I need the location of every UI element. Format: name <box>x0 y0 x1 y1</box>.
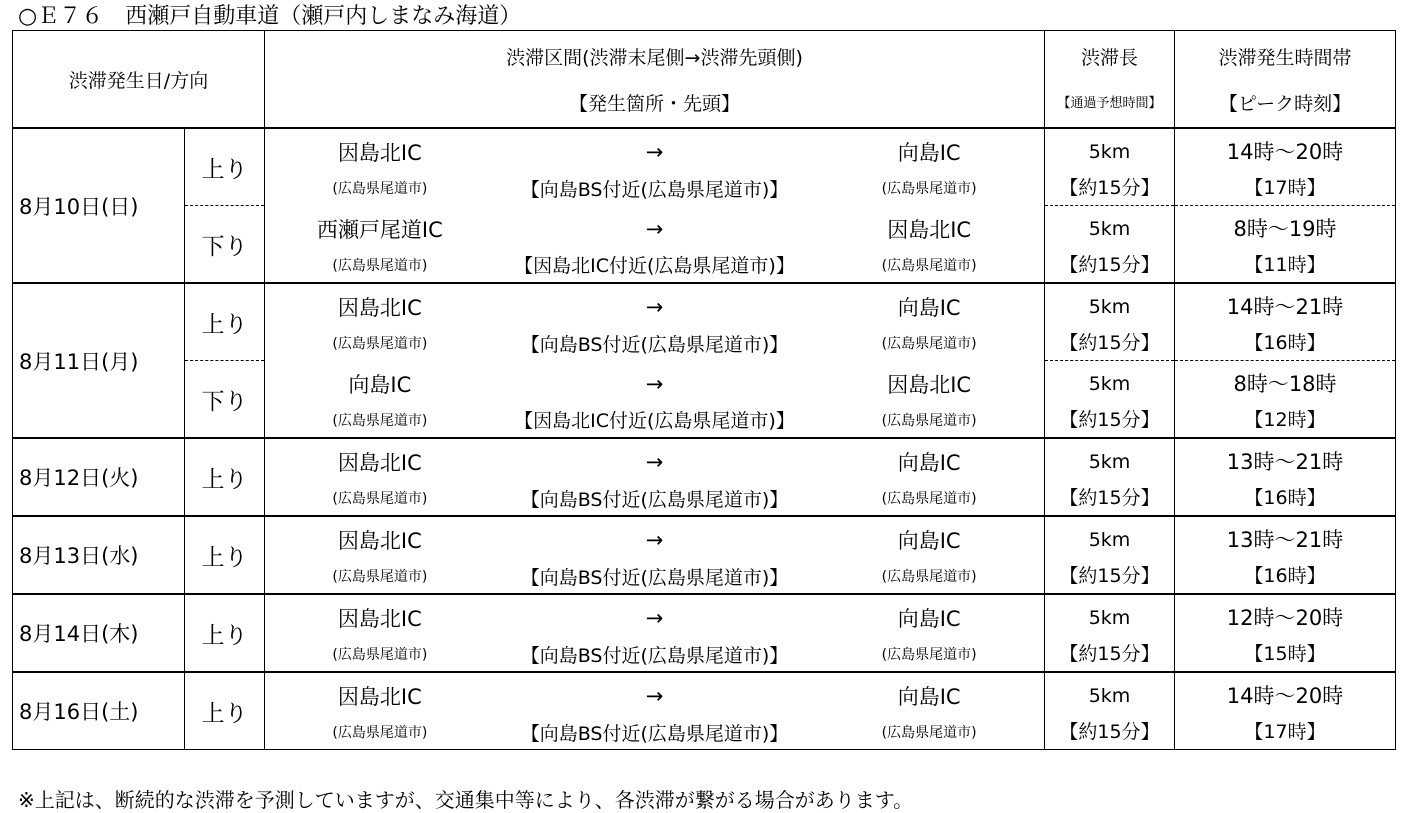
end-city: (広島県尾道市) <box>881 257 977 274</box>
header-date-direction-label: 渋滞発生日/方向 <box>68 69 209 92</box>
pass-time: 【約15分】 <box>1059 565 1160 587</box>
end-ic: 因島北IC <box>887 217 972 242</box>
start-city: (広島県尾道市) <box>332 647 428 663</box>
table-row <box>13 206 1396 284</box>
arrow-icon: → <box>645 450 664 474</box>
time-cell <box>1175 283 1396 361</box>
direction-cell: 上り <box>185 672 265 750</box>
start-ic: 因島北IC <box>337 451 422 475</box>
page-title: ○Ｅ７６ 西瀬戸自動車道（瀬戸内しまなみ海道） <box>18 4 522 29</box>
time-period: 13時～21時 <box>1226 528 1344 552</box>
time-period: 13時～21時 <box>1226 450 1344 474</box>
start-city: (広島県尾道市) <box>332 725 428 741</box>
end-city: (広島県尾道市) <box>881 336 977 353</box>
end-city: (広島県尾道市) <box>881 569 977 585</box>
table-row <box>13 283 1396 361</box>
header-length <box>1045 31 1175 129</box>
section-cell <box>265 516 1045 594</box>
date-cell: 8月11日(月) <box>13 283 185 438</box>
occurrence-point: 【向島BS付近(広島県尾道市)】 <box>520 488 789 511</box>
direction-cell: 下り <box>185 206 265 284</box>
time-cell <box>1175 128 1396 206</box>
time-period: 8時～18時 <box>1233 372 1337 396</box>
start-ic: 因島北IC <box>337 607 422 631</box>
header-length-label: 渋滞長 <box>1080 47 1138 69</box>
end-ic: 向島IC <box>897 451 961 475</box>
time-cell <box>1175 438 1396 516</box>
peak-time: 【12時】 <box>1244 409 1326 431</box>
header-row <box>13 31 1396 129</box>
start-city: (広島県尾道市) <box>332 412 428 429</box>
peak-time: 【17時】 <box>1244 721 1326 743</box>
direction-cell: 上り <box>185 283 265 361</box>
section-cell <box>265 128 1045 206</box>
length-cell <box>1045 361 1175 439</box>
section-cell <box>265 672 1045 750</box>
pass-time: 【約15分】 <box>1059 409 1160 431</box>
arrow-icon: → <box>645 606 664 630</box>
end-ic: 向島IC <box>897 141 961 166</box>
occurrence-point: 【因島北IC付近(広島県尾道市)】 <box>514 410 795 433</box>
pass-time: 【約15分】 <box>1059 643 1160 665</box>
peak-time: 【16時】 <box>1244 332 1326 354</box>
time-cell <box>1175 594 1396 672</box>
peak-time: 【15時】 <box>1244 643 1326 665</box>
time-period: 12時～20時 <box>1226 606 1344 630</box>
arrow-icon: → <box>645 371 664 396</box>
table-row <box>13 594 1396 672</box>
direction-cell: 上り <box>185 438 265 516</box>
table-row <box>13 516 1396 594</box>
table-body <box>13 128 1396 750</box>
header-section <box>265 31 1045 129</box>
header-time <box>1175 31 1396 129</box>
direction-cell: 下り <box>185 361 265 439</box>
length-cell <box>1045 283 1175 361</box>
date-cell: 8月10日(日) <box>13 128 185 283</box>
length-cell <box>1045 206 1175 284</box>
peak-time: 【16時】 <box>1244 565 1326 587</box>
table-row <box>13 128 1396 206</box>
occurrence-point: 【向島BS付近(広島県尾道市)】 <box>520 644 789 667</box>
end-city: (広島県尾道市) <box>881 491 977 507</box>
time-cell <box>1175 516 1396 594</box>
start-ic: 西瀬戸尾道IC <box>316 217 443 242</box>
length-value: 5km <box>1088 607 1131 629</box>
direction-cell: 上り <box>185 128 265 206</box>
start-city: (広島県尾道市) <box>332 181 428 198</box>
time-period: 14時～20時 <box>1226 140 1344 164</box>
footnote: ※上記は、断続的な渋滞を予測していますが、交通集中等により、各渋滞が繋がる場合があります。 <box>18 788 914 812</box>
congestion-table <box>12 30 1396 750</box>
direction-cell: 上り <box>185 516 265 594</box>
pass-time: 【約15分】 <box>1059 332 1160 354</box>
start-city: (広島県尾道市) <box>332 569 428 585</box>
arrow-icon: → <box>645 216 664 241</box>
arrow-icon: → <box>645 684 664 708</box>
header-time-sub-label: 【ピーク時刻】 <box>1218 93 1352 115</box>
length-value: 5km <box>1088 218 1131 240</box>
length-cell <box>1045 672 1175 750</box>
length-value: 5km <box>1088 373 1131 395</box>
header-section-label: 渋滞区間(渋滞末尾側→渋滞先頭側) <box>506 47 803 69</box>
start-city: (広島県尾道市) <box>332 491 428 507</box>
time-period: 14時～21時 <box>1226 295 1344 319</box>
length-value: 5km <box>1088 685 1131 707</box>
table-row <box>13 438 1396 516</box>
date-cell: 8月16日(土) <box>13 672 185 750</box>
section-cell <box>265 438 1045 516</box>
header-date-direction <box>13 31 265 129</box>
date-cell: 8月13日(水) <box>13 516 185 594</box>
header-length-sub-label: 【通過予想時間】 <box>1057 96 1162 111</box>
pass-time: 【約15分】 <box>1059 721 1160 743</box>
table-row <box>13 361 1396 439</box>
occurrence-point: 【向島BS付近(広島県尾道市)】 <box>520 333 789 356</box>
header-section-sub-label: 【発生箇所・先頭】 <box>568 93 740 115</box>
time-cell <box>1175 206 1396 284</box>
peak-time: 【17時】 <box>1244 177 1326 199</box>
occurrence-point: 【因島北IC付近(広島県尾道市)】 <box>514 255 795 278</box>
length-cell <box>1045 128 1175 206</box>
start-ic: 因島北IC <box>337 685 422 709</box>
arrow-icon: → <box>645 528 664 552</box>
date-cell: 8月14日(木) <box>13 594 185 672</box>
end-ic: 向島IC <box>897 529 961 553</box>
length-cell <box>1045 516 1175 594</box>
length-value: 5km <box>1088 141 1131 163</box>
time-cell <box>1175 361 1396 439</box>
time-period: 14時～20時 <box>1226 684 1344 708</box>
section-cell <box>265 361 1045 439</box>
section-cell <box>265 283 1045 361</box>
start-ic: 因島北IC <box>337 141 422 166</box>
end-city: (広島県尾道市) <box>881 181 977 198</box>
direction-cell: 上り <box>185 594 265 672</box>
table-row <box>13 672 1396 750</box>
peak-time: 【16時】 <box>1244 487 1326 509</box>
start-city: (広島県尾道市) <box>332 336 428 353</box>
time-period: 8時～19時 <box>1233 217 1337 241</box>
start-city: (広島県尾道市) <box>332 257 428 274</box>
length-value: 5km <box>1088 529 1131 551</box>
end-ic: 因島北IC <box>887 372 972 397</box>
length-cell <box>1045 594 1175 672</box>
end-city: (広島県尾道市) <box>881 725 977 741</box>
time-cell <box>1175 672 1396 750</box>
arrow-icon: → <box>645 140 664 165</box>
end-ic: 向島IC <box>897 296 961 321</box>
occurrence-point: 【向島BS付近(広島県尾道市)】 <box>520 722 789 745</box>
section-cell <box>265 594 1045 672</box>
length-value: 5km <box>1088 451 1131 473</box>
peak-time: 【11時】 <box>1244 254 1326 276</box>
end-ic: 向島IC <box>897 685 961 709</box>
end-city: (広島県尾道市) <box>881 647 977 663</box>
length-value: 5km <box>1088 296 1131 318</box>
occurrence-point: 【向島BS付近(広島県尾道市)】 <box>520 566 789 589</box>
length-cell <box>1045 438 1175 516</box>
occurrence-point: 【向島BS付近(広島県尾道市)】 <box>520 178 789 201</box>
end-ic: 向島IC <box>897 607 961 631</box>
start-ic: 因島北IC <box>337 529 422 553</box>
end-city: (広島県尾道市) <box>881 412 977 429</box>
pass-time: 【約15分】 <box>1059 487 1160 509</box>
header-time-label: 渋滞発生時間帯 <box>1218 47 1352 69</box>
section-cell <box>265 206 1045 284</box>
date-cell: 8月12日(火) <box>13 438 185 516</box>
pass-time: 【約15分】 <box>1059 254 1160 276</box>
start-ic: 向島IC <box>348 372 412 397</box>
arrow-icon: → <box>645 295 664 320</box>
pass-time: 【約15分】 <box>1059 177 1160 199</box>
start-ic: 因島北IC <box>337 296 422 321</box>
